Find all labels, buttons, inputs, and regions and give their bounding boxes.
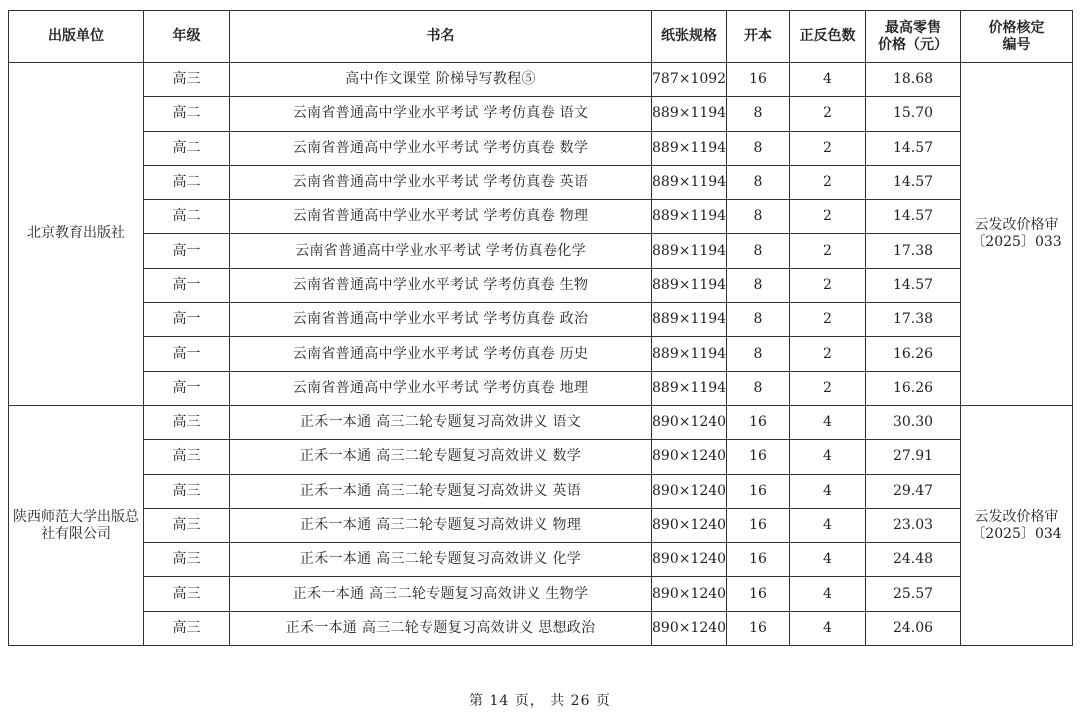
format-cell: 16 <box>727 577 790 611</box>
title-cell: 正禾一本通 高三二轮专题复习高效讲义 化学 <box>230 543 652 577</box>
approval-code-line2: 〔2025〕034 <box>971 525 1062 542</box>
grade-cell: 高三 <box>144 577 230 611</box>
price-cell: 14.57 <box>866 131 961 165</box>
header-price <box>866 11 961 63</box>
colors-cell: 2 <box>790 200 866 234</box>
table-row <box>9 577 1073 611</box>
format-cell: 16 <box>727 440 790 474</box>
price-cell: 25.57 <box>866 577 961 611</box>
price-table <box>8 10 1073 646</box>
paper-cell: 890×1240 <box>652 611 727 645</box>
header-paper: 纸张规格 <box>652 11 727 63</box>
colors-cell: 2 <box>790 97 866 131</box>
colors-cell: 2 <box>790 371 866 405</box>
approval-code-cell <box>961 405 1073 645</box>
header-grade: 年级 <box>144 11 230 63</box>
format-cell: 16 <box>727 63 790 97</box>
format-cell: 8 <box>727 234 790 268</box>
format-cell: 8 <box>727 371 790 405</box>
grade-cell: 高一 <box>144 337 230 371</box>
table-row <box>9 508 1073 542</box>
paper-cell: 889×1194 <box>652 200 727 234</box>
header-code-line1: 价格核定 <box>988 19 1045 36</box>
price-cell: 14.57 <box>866 200 961 234</box>
colors-cell: 2 <box>790 131 866 165</box>
paper-cell: 889×1194 <box>652 165 727 199</box>
table-row <box>9 371 1073 405</box>
colors-cell: 4 <box>790 611 866 645</box>
paper-cell: 787×1092 <box>652 63 727 97</box>
price-cell: 15.70 <box>866 97 961 131</box>
paper-cell: 889×1194 <box>652 97 727 131</box>
price-cell: 17.38 <box>866 234 961 268</box>
table-row <box>9 200 1073 234</box>
price-cell: 16.26 <box>866 337 961 371</box>
format-cell: 16 <box>727 405 790 439</box>
title-cell: 高中作文课堂 阶梯导写教程⑤ <box>230 63 652 97</box>
title-cell: 正禾一本通 高三二轮专题复习高效讲义 语文 <box>230 405 652 439</box>
paper-cell: 890×1240 <box>652 508 727 542</box>
title-cell: 正禾一本通 高三二轮专题复习高效讲义 物理 <box>230 508 652 542</box>
table-body <box>9 63 1073 646</box>
approval-code-line1: 云发改价格审 <box>974 508 1059 525</box>
title-cell: 云南省普通高中学业水平考试 学考仿真卷 数学 <box>230 131 652 165</box>
table-row <box>9 234 1073 268</box>
paper-cell: 890×1240 <box>652 440 727 474</box>
title-cell: 云南省普通高中学业水平考试 学考仿真卷 历史 <box>230 337 652 371</box>
publisher-cell: 北京教育出版社 <box>9 63 144 406</box>
table-row <box>9 165 1073 199</box>
title-cell: 云南省普通高中学业水平考试 学考仿真卷 语文 <box>230 97 652 131</box>
colors-cell: 4 <box>790 440 866 474</box>
table-row <box>9 543 1073 577</box>
price-cell: 27.91 <box>866 440 961 474</box>
table-row <box>9 97 1073 131</box>
title-cell: 正禾一本通 高三二轮专题复习高效讲义 生物学 <box>230 577 652 611</box>
grade-cell: 高一 <box>144 268 230 302</box>
title-cell: 云南省普通高中学业水平考试 学考仿真卷 政治 <box>230 303 652 337</box>
title-cell: 云南省普通高中学业水平考试 学考仿真卷 生物 <box>230 268 652 302</box>
price-cell: 24.06 <box>866 611 961 645</box>
table-row <box>9 131 1073 165</box>
colors-cell: 2 <box>790 303 866 337</box>
price-cell: 29.47 <box>866 474 961 508</box>
title-cell: 云南省普通高中学业水平考试 学考仿真卷 英语 <box>230 165 652 199</box>
paper-cell: 889×1194 <box>652 371 727 405</box>
header-price-line2: 价格（元） <box>878 36 948 53</box>
table-row <box>9 474 1073 508</box>
header-row <box>9 11 1073 63</box>
table-row <box>9 268 1073 302</box>
price-cell: 30.30 <box>866 405 961 439</box>
grade-cell: 高三 <box>144 543 230 577</box>
page-footer: 第 14 页， 共 26 页 <box>469 693 611 709</box>
publisher-cell: 陕西师范大学出版总社有限公司 <box>9 405 144 645</box>
colors-cell: 2 <box>790 268 866 302</box>
price-cell: 17.38 <box>866 303 961 337</box>
grade-cell: 高三 <box>144 405 230 439</box>
format-cell: 16 <box>727 543 790 577</box>
format-cell: 8 <box>727 200 790 234</box>
format-cell: 8 <box>727 97 790 131</box>
grade-cell: 高三 <box>144 508 230 542</box>
colors-cell: 2 <box>790 165 866 199</box>
header-price-line1: 最高零售 <box>885 19 941 36</box>
paper-cell: 889×1194 <box>652 268 727 302</box>
format-cell: 8 <box>727 131 790 165</box>
paper-cell: 890×1240 <box>652 474 727 508</box>
colors-cell: 4 <box>790 63 866 97</box>
grade-cell: 高三 <box>144 63 230 97</box>
price-cell: 23.03 <box>866 508 961 542</box>
title-cell: 云南省普通高中学业水平考试 学考仿真卷化学 <box>230 234 652 268</box>
grade-cell: 高三 <box>144 611 230 645</box>
paper-cell: 889×1194 <box>652 303 727 337</box>
header-title: 书名 <box>230 11 652 63</box>
table-row <box>9 611 1073 645</box>
title-cell: 正禾一本通 高三二轮专题复习高效讲义 思想政治 <box>230 611 652 645</box>
header-code-line2: 编号 <box>1002 36 1031 53</box>
colors-cell: 4 <box>790 508 866 542</box>
table-row <box>9 303 1073 337</box>
price-cell: 14.57 <box>866 165 961 199</box>
approval-code-line2: 〔2025〕033 <box>971 233 1062 250</box>
header-code <box>961 11 1073 63</box>
format-cell: 8 <box>727 337 790 371</box>
paper-cell: 889×1194 <box>652 337 727 371</box>
colors-cell: 4 <box>790 405 866 439</box>
format-cell: 16 <box>727 474 790 508</box>
paper-cell: 890×1240 <box>652 405 727 439</box>
paper-cell: 889×1194 <box>652 234 727 268</box>
price-cell: 24.48 <box>866 543 961 577</box>
header-publisher: 出版单位 <box>9 11 144 63</box>
header-format: 开本 <box>727 11 790 63</box>
paper-cell: 890×1240 <box>652 543 727 577</box>
grade-cell: 高二 <box>144 131 230 165</box>
price-cell: 16.26 <box>866 371 961 405</box>
format-cell: 8 <box>727 268 790 302</box>
colors-cell: 4 <box>790 543 866 577</box>
header-colors: 正反色数 <box>790 11 866 63</box>
grade-cell: 高一 <box>144 371 230 405</box>
title-cell: 正禾一本通 高三二轮专题复习高效讲义 数学 <box>230 440 652 474</box>
paper-cell: 890×1240 <box>652 577 727 611</box>
table-row <box>9 337 1073 371</box>
approval-code-cell <box>961 63 1073 406</box>
price-cell: 14.57 <box>866 268 961 302</box>
title-cell: 正禾一本通 高三二轮专题复习高效讲义 英语 <box>230 474 652 508</box>
table-row <box>9 440 1073 474</box>
table-row <box>9 405 1073 439</box>
colors-cell: 2 <box>790 337 866 371</box>
table-header <box>9 11 1073 63</box>
title-cell: 云南省普通高中学业水平考试 学考仿真卷 地理 <box>230 371 652 405</box>
format-cell: 16 <box>727 611 790 645</box>
grade-cell: 高二 <box>144 97 230 131</box>
table-row <box>9 63 1073 97</box>
price-cell: 18.68 <box>866 63 961 97</box>
grade-cell: 高一 <box>144 303 230 337</box>
title-cell: 云南省普通高中学业水平考试 学考仿真卷 物理 <box>230 200 652 234</box>
colors-cell: 4 <box>790 577 866 611</box>
paper-cell: 889×1194 <box>652 131 727 165</box>
grade-cell: 高一 <box>144 234 230 268</box>
colors-cell: 4 <box>790 474 866 508</box>
format-cell: 8 <box>727 165 790 199</box>
grade-cell: 高二 <box>144 200 230 234</box>
colors-cell: 2 <box>790 234 866 268</box>
grade-cell: 高三 <box>144 474 230 508</box>
approval-code-line1: 云发改价格审 <box>974 216 1059 233</box>
grade-cell: 高三 <box>144 440 230 474</box>
format-cell: 16 <box>727 508 790 542</box>
format-cell: 8 <box>727 303 790 337</box>
grade-cell: 高二 <box>144 165 230 199</box>
